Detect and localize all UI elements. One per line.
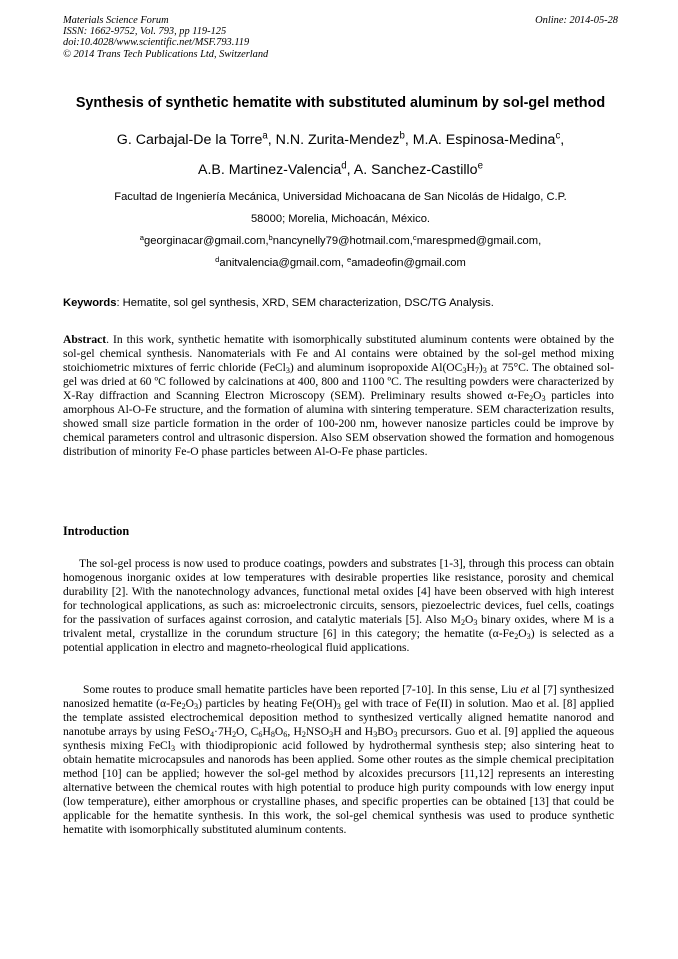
abstract-text: ) and aluminum isopropoxide Al(OC: [289, 361, 463, 375]
author-name: A.B. Martinez-Valencia: [198, 162, 342, 178]
author-line-1: [63, 132, 618, 149]
email-separator: ,: [265, 235, 269, 247]
author-mark: e: [477, 160, 483, 172]
subscript: 3: [541, 394, 546, 404]
email-mark: e: [347, 254, 352, 264]
subscript: 6: [283, 730, 288, 740]
author-separator: ,: [346, 162, 354, 178]
subscript: 3: [285, 366, 290, 376]
subscript: 4: [209, 730, 215, 740]
keywords-text: : Hematite, sol gel synthesis, XRD, SEM characterization, DSC/TG Analysis.: [116, 297, 494, 309]
introduction-paragraph-2: [63, 683, 614, 838]
paragraph-text: H: [262, 725, 271, 739]
author-separator: ,: [404, 132, 413, 148]
introduction-paragraph-1: [63, 557, 614, 655]
paragraph-text: binary oxides, where M is a trivalent metal, crystallize in the corundum structure [6] in this category; the hematite (α-Fe: [63, 613, 614, 641]
author-mark: c: [555, 130, 561, 142]
issn-line: ISSN: 1662-9752, Vol. 793, pp 119-125: [63, 26, 227, 38]
subscript: 2: [232, 730, 237, 740]
paragraph-text: O: [274, 725, 284, 739]
abstract-text: H: [466, 361, 475, 375]
email-separator: ,: [538, 235, 542, 247]
affiliation-line-1: Facultad de Ingeniería Mecánica, Universidad Michoacana de San Nicolás de Hidalgo, C.P.: [114, 191, 567, 203]
email-separator: ,: [340, 257, 344, 269]
subscript: 2: [181, 702, 186, 712]
paragraph-text: O: [518, 627, 527, 641]
paragraph-text: with thiodipropionic acid followed by hydrothermal synthesis step; also sintering heat to obtain hematite microcapsules and nanorods has been applied. Some other routes as the simple chemical precipitation method [10] can be applied; however the sol-gel method by alcoxides precursors [11,12] represents an interesting alternative between the chemical routes with high potential to produce high purity compounds with low energy input (low temperature), either amorphous or crystalline phases, and specific properties can be obtained [13] that could be applicable for the hematite synthesis. In this work, the sol-gel chemical synthesis was used to produce synthetic hematite with isomorphically substituted aluminum contents.: [63, 739, 614, 837]
email-mark: d: [215, 254, 220, 264]
abstract-text: at 75°C. The obtained sol-gel was dried at 60 ºC followed by calcinations at 400, 800 and 1100 ºC. The resulting powders were characterized by X-Ray diffraction and Scanning Electron Microscopy (SEM). Preliminary results showed α-Fe: [63, 361, 615, 403]
subscript: 6: [258, 730, 263, 740]
online-date: Online: 2014-05-28: [535, 15, 618, 26]
abstract-label: Abstract: [63, 333, 107, 346]
subscript: 2: [460, 618, 466, 628]
keywords: [63, 297, 618, 310]
author-separator: ,: [267, 132, 276, 148]
subscript: 3: [462, 366, 467, 376]
paragraph-text: , H: [287, 725, 302, 739]
author-separator: ,: [560, 132, 565, 148]
paragraph-text: Some routes to produce small hematite particles have been reported [7-10]. In this sense, Liu: [83, 683, 521, 696]
email-mark: b: [268, 232, 273, 242]
subscript: 3: [170, 744, 176, 754]
paragraph-text: H and H: [333, 725, 374, 739]
abstract-text: . In this work, synthetic hematite with isomorphically substituted aluminum contents were obtained by the sol-gel chemical synthesis. Nanomaterials with Fe and Al contains were obtained by the sol-gel method mixing stoichiometric mixtures of ferric chloride (FeCl: [63, 333, 614, 375]
subscript: 3: [329, 730, 334, 740]
email-line-2: [63, 254, 618, 270]
author-mark: b: [399, 130, 405, 142]
paragraph-text: O: [185, 697, 194, 711]
author-mark: a: [262, 130, 268, 142]
paragraph-text: O, C: [236, 725, 259, 739]
subscript: 3: [393, 730, 398, 740]
paragraph-text: ·7H: [214, 725, 233, 739]
paragraph-text: The sol-gel process is now used to produce coatings, powders and substrates [1-3], through this process can obtain homogenous inorganic oxides at low temperatures with desirable properties like resistance, porosity and chemical durability [2]. With the nanotechnology advances, functional metal oxides [4] have been observed with high interest for technological applications, as such as: microelectronic circuits, sensors, piezoelectric devices, fuel cells, coatings for the passivation of surfaces against corrosion, and catalytic materials [5]. Also M: [63, 557, 614, 627]
email-address: nancynelly79@hotmail.com: [272, 235, 410, 247]
paragraph-text: ) particles by heating Fe(OH): [198, 697, 337, 711]
email-mark: a: [139, 232, 145, 242]
paragraph-text: al [7] synthesized nanosized hematite (α-Fe: [63, 683, 615, 711]
subscript: 2: [529, 394, 534, 404]
paragraph-text: gel with trace of Fe(II) in solution. Mao et al. [8] applied the template assisted electrochemical deposition method to synthesized vertically aligned hematite nanorod and nanotube arrays by using FeSO: [63, 697, 614, 739]
subscript: 7: [474, 366, 479, 376]
email-line-1: [63, 232, 618, 248]
subscript: 3: [526, 632, 531, 642]
email-address: amadeofin@gmail.com: [351, 257, 466, 269]
author-name: M.A. Espinosa-Medina: [412, 132, 556, 148]
italic-text: et: [520, 683, 529, 696]
doi-line: doi:10.4028/www.scientific.net/MSF.793.119: [63, 37, 250, 49]
section-heading-introduction: Introduction: [63, 524, 130, 538]
paper-title: Synthesis of synthetic hematite with substituted aluminum by sol-gel method: [75, 95, 606, 111]
copyright-line: © 2014 Trans Tech Publications Ltd, Switzerland: [63, 48, 269, 60]
journal-header: [63, 15, 618, 60]
author-name: G. Carbajal-De la Torre: [116, 132, 263, 148]
subscript: 8: [270, 730, 275, 740]
abstract-text: particles into amorphous Al-O-Fe structure, and the formation of alumina with sintering temperature. SEM characterization results, showed small size particle formation in the order of 100-200 nm, however nanosize particles could be improve by chemical parameters control and ultrasonic dispersion. Also SEM observation showed the formation and homogenous distribution of minority Fe-O phase particles between Al-O-Fe phase particles.: [63, 389, 614, 459]
subscript: 3: [194, 702, 199, 712]
abstract: [63, 333, 614, 459]
subscript: 3: [336, 702, 341, 712]
paragraph-text: precursors. Guo et al. [9] applied the aqueous synthesis mixing FeCl: [63, 725, 615, 753]
subscript: 3: [482, 366, 487, 376]
email-address: marespmed@gmail.com: [416, 235, 539, 247]
subscript: 2: [514, 632, 519, 642]
paragraph-text: NSO: [305, 725, 330, 739]
abstract-text: ): [478, 361, 483, 375]
email-separator: ,: [409, 235, 413, 247]
author-line-2: [63, 162, 618, 179]
affiliation-line-2: 58000; Morelia, Michoacán, México.: [250, 213, 431, 225]
subscript: 3: [473, 618, 478, 628]
author-name: N.N. Zurita-Mendez: [275, 132, 400, 148]
paragraph-text: O: [465, 613, 474, 627]
subscript: 2: [301, 730, 306, 740]
email-address: anitvalencia@gmail.com: [219, 257, 341, 269]
email-address: georginacar@gmail.com: [144, 235, 266, 247]
paragraph-text: BO: [377, 725, 394, 739]
journal-name: Materials Science Forum: [63, 15, 169, 26]
email-mark: c: [412, 232, 417, 242]
keywords-label: Keywords: [63, 297, 117, 309]
author-mark: d: [341, 160, 347, 172]
paragraph-text: ) is selected as a potential application in electro and magneto-rheological fluid applications.: [63, 627, 614, 655]
abstract-text: O: [533, 389, 542, 403]
subscript: 3: [373, 730, 378, 740]
author-name: A. Sanchez-Castillo: [353, 162, 478, 178]
